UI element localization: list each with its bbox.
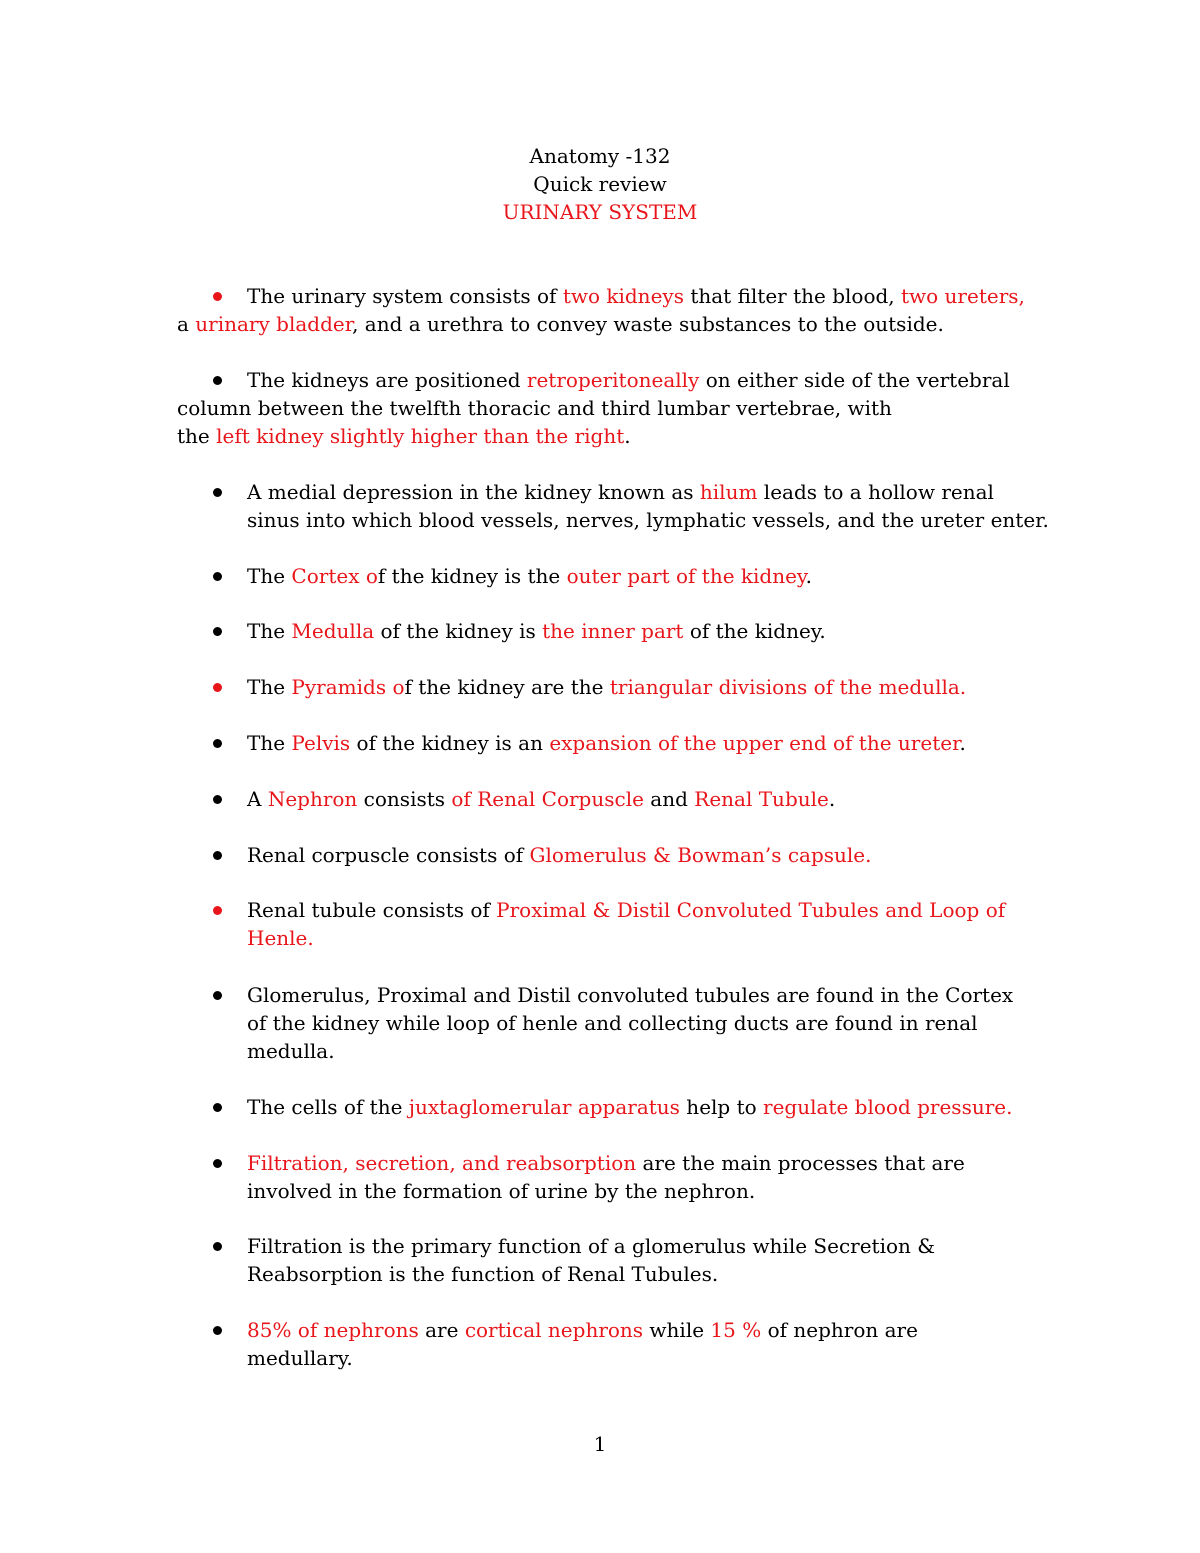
text-run: sinus into which blood vessels, nerves, lymphatic vessels, and the ureter enter.: [247, 508, 1049, 532]
bullet-text-line: [247, 785, 835, 813]
text-run: on either side of the vertebral: [699, 368, 1010, 392]
bullet-icon: [213, 1159, 222, 1168]
highlighted-term: Filtration, secretion, and reabsorption: [247, 1151, 637, 1175]
highlighted-term: urinary bladder: [195, 312, 353, 336]
highlighted-term: Henle.: [247, 926, 314, 950]
text-run: Renal corpuscle consists of: [247, 843, 530, 867]
highlighted-term: expansion of the upper end of the ureter: [549, 731, 960, 755]
text-run: involved in the formation of urine by the nephron.: [247, 1179, 756, 1203]
bullet-text-line: [247, 478, 994, 506]
bullet-text-line: [247, 1177, 755, 1205]
text-run: f the kidney is the: [377, 564, 567, 588]
text-run: A medial depression in the kidney known as: [247, 480, 700, 504]
bullet-icon: [213, 572, 222, 581]
text-run: of nephron are: [761, 1318, 918, 1342]
text-run: Renal tubule consists of: [247, 898, 497, 922]
text-run: Reabsorption is the function of Renal Tubules.: [247, 1262, 719, 1286]
highlighted-term: 85% of nephrons: [247, 1318, 419, 1342]
bullet-text-line: [177, 310, 944, 338]
highlighted-term: retroperitoneally: [526, 368, 700, 392]
text-run: .: [959, 731, 966, 755]
bullet-text-line: [247, 981, 1013, 1009]
text-run: medulla.: [247, 1039, 335, 1063]
highlighted-term: Renal Tubule: [694, 787, 829, 811]
bullet-icon: [213, 627, 222, 636]
bullet-icon: [213, 1103, 222, 1112]
text-run: medullary.: [247, 1346, 353, 1370]
text-run: .: [624, 424, 631, 448]
bullet-text-line: [247, 562, 812, 590]
bullet-icon: [213, 906, 222, 915]
highlighted-term: two ureters,: [901, 284, 1025, 308]
text-run: The: [247, 675, 292, 699]
bullet-text-line: [247, 924, 314, 952]
highlighted-term: juxtaglomerular apparatus: [408, 1095, 680, 1119]
text-run: that filter the blood,: [683, 284, 901, 308]
text-run: help to: [679, 1095, 764, 1119]
section-heading: URINARY SYSTEM: [502, 200, 698, 224]
highlighted-term: outer part of the kidney: [566, 564, 806, 588]
page-number: 1: [593, 1432, 607, 1456]
highlighted-term: Cortex o: [291, 564, 378, 588]
text-run: , and a urethra to convey waste substances to the outside.: [352, 312, 944, 336]
bullet-text-line: [247, 617, 826, 645]
text-run: Glomerulus, Proximal and Distil convoluted tubules are found in the Cortex: [247, 983, 1014, 1007]
text-run: The: [247, 619, 292, 643]
highlighted-term: cortical nephrons: [464, 1318, 644, 1342]
bullet-icon: [213, 991, 222, 1000]
bullet-text-line: [247, 1149, 965, 1177]
text-run: The cells of the: [247, 1095, 409, 1119]
text-run: f the kidney are the: [404, 675, 610, 699]
text-run: .: [828, 787, 836, 811]
text-run: are: [418, 1318, 465, 1342]
bullet-icon: [213, 683, 222, 692]
bullet-text-line: [247, 729, 966, 757]
highlighted-term: regulate blood pressure.: [763, 1095, 1013, 1119]
highlighted-term: Glomerulus & Bowman’s capsule.: [529, 843, 872, 867]
text-run: while: [643, 1318, 711, 1342]
highlighted-term: left kidney slightly higher than the right: [216, 424, 625, 448]
bullet-text-line: [247, 1093, 1012, 1121]
highlighted-term: Medulla: [291, 619, 375, 643]
bullet-text-line: [247, 673, 966, 701]
bullet-text-line: [247, 282, 1025, 310]
text-run: a: [177, 312, 196, 336]
bullet-icon: [213, 292, 222, 301]
highlighted-term: triangular divisions of the medulla.: [609, 675, 967, 699]
bullet-icon: [213, 739, 222, 748]
text-run: are the main processes that are: [636, 1151, 965, 1175]
bullet-text-line: [247, 1260, 718, 1288]
bullet-text-line: [247, 1037, 335, 1065]
title-block: [0, 142, 1200, 226]
highlighted-term: Nephron: [267, 787, 358, 811]
text-run: of the kidney while loop of henle and collecting ducts are found in renal: [247, 1011, 978, 1035]
text-run: A: [247, 787, 268, 811]
text-run: column between the twelfth thoracic and third lumbar vertebrae, with: [177, 396, 892, 420]
highlighted-term: Pyramids o: [291, 675, 405, 699]
bullet-icon: [213, 1326, 222, 1335]
bullet-text-line: [247, 841, 871, 869]
bullet-text-line: [177, 394, 892, 422]
bullet-text-line: [247, 896, 1005, 924]
bullet-icon: [213, 376, 222, 385]
bullet-text-line: [247, 1344, 353, 1372]
text-run: Filtration is the primary function of a glomerulus while Secretion &: [247, 1234, 936, 1258]
text-run: The urinary system consists of: [247, 284, 563, 308]
text-run: of the kidney is: [374, 619, 543, 643]
bullet-text-line: [177, 422, 631, 450]
bullet-text-line: [247, 1009, 978, 1037]
bullet-text-line: [247, 506, 1049, 534]
text-run: leads to a hollow renal: [757, 480, 994, 504]
text-run: of the kidney is an: [350, 731, 550, 755]
highlighted-term: Proximal & Distil Convoluted Tubules and Loop of: [496, 898, 1006, 922]
text-run: The: [247, 564, 292, 588]
bullet-icon: [213, 1242, 222, 1251]
text-run: The kidneys are positioned: [247, 368, 527, 392]
text-run: The: [247, 731, 292, 755]
highlighted-term: Pelvis: [291, 731, 351, 755]
highlighted-term: the inner part: [542, 619, 684, 643]
bullet-text-line: [247, 1232, 935, 1260]
highlighted-term: two kidneys: [562, 284, 684, 308]
bullet-text-line: [247, 366, 1010, 394]
highlighted-term: hilum: [699, 480, 758, 504]
text-run: consists: [357, 787, 452, 811]
subtitle: Quick review: [533, 172, 667, 196]
course-title: Anatomy -132: [529, 144, 671, 168]
bullet-text-line: [247, 1316, 918, 1344]
bullet-icon: [213, 488, 222, 497]
highlighted-term: 15 %: [710, 1318, 762, 1342]
text-run: of the kidney.: [683, 619, 826, 643]
bullet-icon: [213, 851, 222, 860]
bullet-icon: [213, 795, 222, 804]
text-run: the: [177, 424, 217, 448]
highlighted-term: of Renal Corpuscle: [451, 787, 644, 811]
text-run: .: [805, 564, 812, 588]
text-run: and: [643, 787, 695, 811]
